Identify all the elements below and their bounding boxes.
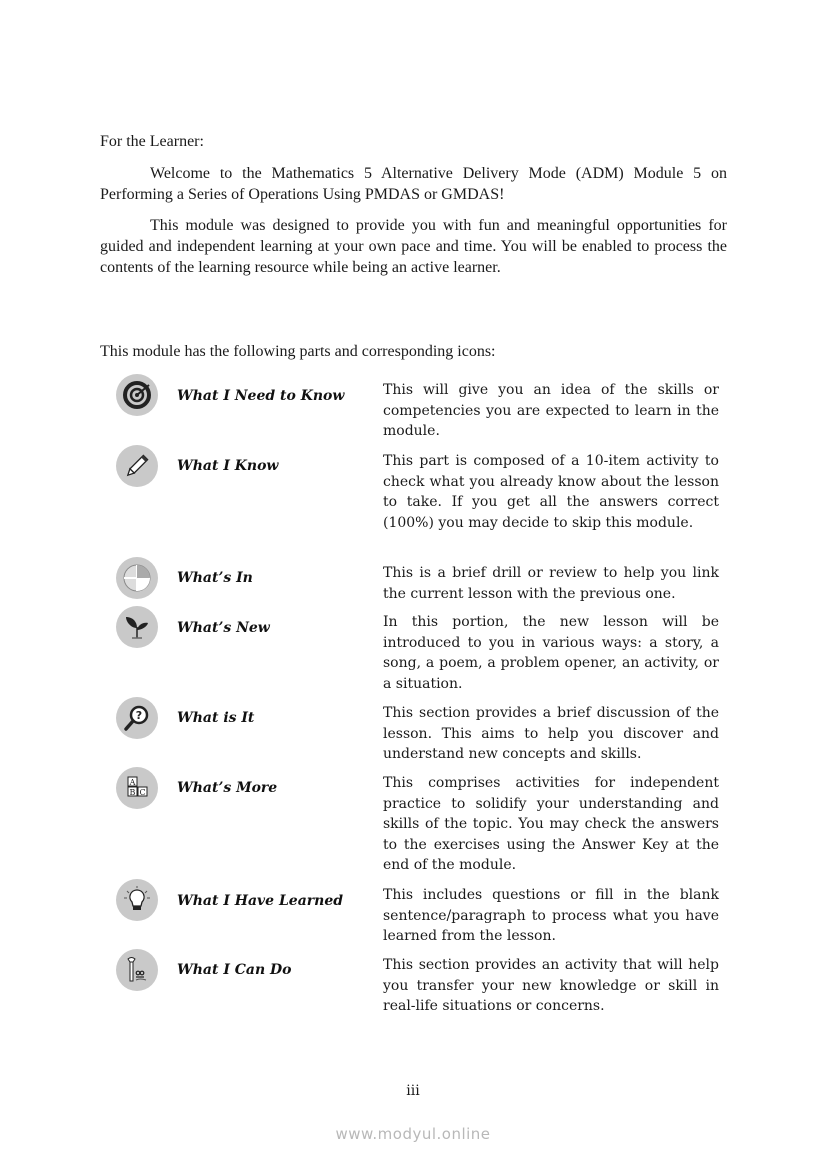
- part-label: What’s In: [177, 570, 253, 586]
- page-number: iii: [406, 1083, 420, 1099]
- svg-text:C: C: [139, 788, 146, 797]
- tools-icon: [116, 949, 158, 991]
- magnifier-question-icon: [116, 697, 158, 739]
- part-description: This section provides a brief discussion of the lesson. This aims to help you discover and understand new concepts and skills.: [383, 705, 719, 763]
- part-description: This includes questions or fill in the blank sentence/paragraph to process what you have learned from the lesson.: [383, 887, 719, 945]
- puzzle-icon: [116, 557, 158, 599]
- part-label: What I Know: [177, 458, 279, 474]
- intro-paragraph-welcome: Welcome to the Mathematics 5 Alternative Delivery Mode (ADM) Module 5 on Performing a Series of Operations Using PMDAS or GMDAS!: [100, 165, 727, 203]
- lightbulb-icon: [116, 879, 158, 921]
- intro-heading: For the Learner:: [100, 133, 204, 150]
- target-icon: [116, 374, 158, 416]
- parts-intro: This module has the following parts and corresponding icons:: [100, 343, 496, 360]
- part-label: What I Have Learned: [177, 893, 344, 909]
- part-description: This part is composed of a 10-item activity to check what you already know about the lesson to take. If you get all the answers correct (100%) you may decide to skip this module.: [383, 453, 719, 531]
- part-description: This section provides an activity that will help you transfer your new knowledge or skill in real-life situations or concerns.: [383, 957, 719, 1015]
- svg-text:B: B: [129, 788, 136, 797]
- abc-blocks-icon: [116, 767, 158, 809]
- sprout-icon: [116, 606, 158, 648]
- part-description: In this portion, the new lesson will be introduced to you in various ways: a story, a song, a poem, a problem opener, an activity, or a situation.: [383, 614, 719, 692]
- watermark: www.modyul.online: [335, 1125, 491, 1143]
- part-label: What is It: [177, 710, 255, 726]
- svg-text:?: ?: [135, 709, 143, 722]
- part-description: This will give you an idea of the skills or competencies you are expected to learn in the module.: [383, 382, 719, 440]
- part-description: This comprises activities for independent practice to solidify your understanding and skills of the topic. You may check the answers to the exercises using the Answer Key at the end of the module.: [383, 775, 719, 874]
- part-label: What I Need to Know: [177, 388, 345, 404]
- intro-paragraph-design: This module was designed to provide you with fun and meaningful opportunities for guided and independent learning at your own pace and time. You will be enabled to process the contents of the learning resource while being an active learner.: [100, 217, 727, 276]
- part-description: This is a brief drill or review to help you link the current lesson with the previous one.: [383, 565, 719, 602]
- pencil-icon: [116, 445, 158, 487]
- part-label: What’s New: [177, 620, 270, 636]
- svg-text:A: A: [129, 778, 136, 787]
- part-label: What I Can Do: [177, 962, 292, 978]
- part-label: What’s More: [177, 780, 278, 796]
